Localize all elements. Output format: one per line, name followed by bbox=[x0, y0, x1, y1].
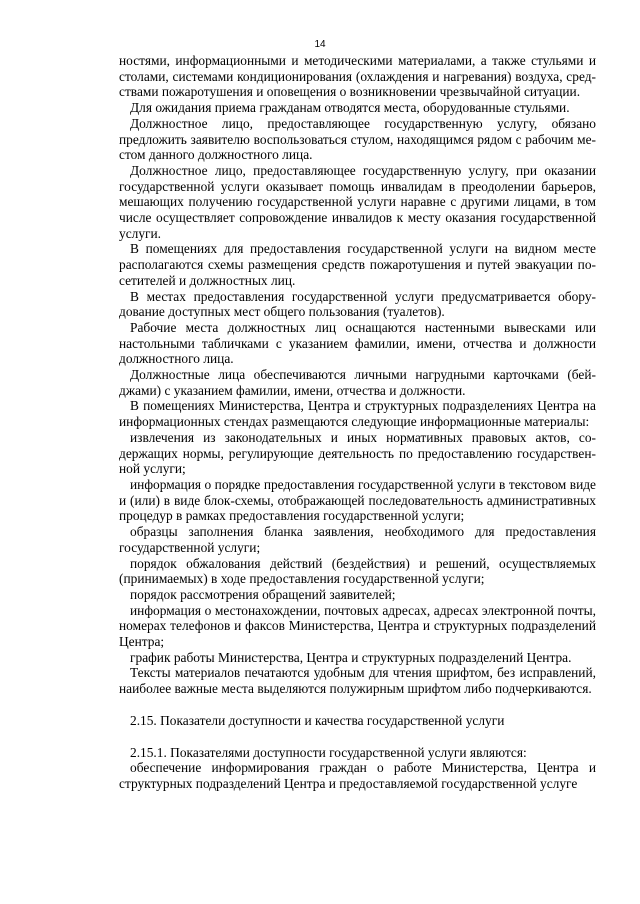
list-item: образцы заполнения бланка заявления, необходимого для предоставления государственной услуги; bbox=[119, 524, 596, 555]
page-number: 14 bbox=[314, 39, 326, 50]
paragraph: Для ожидания приема гражданам отводятся места, оборудованные стульями. bbox=[130, 100, 570, 116]
list-item: информация о местонахождении, почтовых адресах, адресах электронной почты, номерах телефонов и факсов Министерства, Центра и структурных подразделений Центра; bbox=[119, 602, 596, 650]
list-item: извлечения из законодательных и иных нормативных правовых актов, содержащих нормы, регулирующие деятельность по предоставлению государственной услуги; bbox=[119, 429, 596, 477]
paragraph: Должностное лицо, предоставляющее государственную услугу, обязано предложить заявителю воспользоваться стулом, находящимся рядом с рабочим местом данного должностного лица. bbox=[119, 115, 596, 163]
paragraph: ностями, информационными и методическими материалами, а также стульями и столами, системами кондиционирования (охлаждения и нагревания) воздуха, средствами пожаротушения и оповещения о возникновении чрезвычайной ситуации. bbox=[119, 53, 596, 100]
subsection-heading: 2.15.1. Показателями доступности государственной услуги являются: bbox=[130, 744, 527, 760]
list-item: порядок обжалования действий (бездействия) и решений, осуществляемых (принимаемых) в ходе предоставления государственной услуги; bbox=[119, 555, 596, 587]
paragraph: Рабочие места должностных лиц оснащаются настенными вывесками или настольными табличками с указанием фамилии, имени, отчества и должности должностного лица. bbox=[119, 319, 596, 367]
document-body bbox=[119, 53, 596, 792]
list-item: порядок рассмотрения обращений заявителей; bbox=[130, 586, 396, 602]
paragraph: В помещениях для предоставления государственной услуги на видном месте располагаются схемы размещения средств пожаротушения и путей эвакуации посетителей и должностных лиц. bbox=[119, 241, 596, 288]
section-heading: 2.15. Показатели доступности и качества государственной услуги bbox=[130, 712, 505, 728]
paragraph: Должностные лица обеспечиваются личными нагрудными карточками (бейджами) с указанием фамилии, имени, отчества и должности. bbox=[119, 367, 596, 398]
paragraph: Должностное лицо, предоставляющее государственную услугу, при оказании государственной услуги оказывает помощь инвалидам в преодолении барьеров, мешающих получению государственной услуги наравне с другими лицами, в том числе осуществляет сопровождение инвалидов к месту оказания государственной услуги. bbox=[119, 162, 596, 241]
paragraph: В помещениях Министерства, Центра и структурных подразделениях Центра на информационных стендах размещаются следующие информационные материалы: bbox=[119, 398, 596, 430]
list-item: информация о порядке предоставления государственной услуги в текстовом виде и (или) в виде блок-схемы, отображающей последовательность административных процедур в рамках предоставления государственной услуги; bbox=[119, 476, 596, 524]
paragraph: Тексты материалов печатаются удобным для чтения шрифтом, без исправлений, наиболее важные места выделяются полужирным шрифтом либо подчеркиваются. bbox=[119, 665, 596, 697]
paragraph: обеспечение информирования граждан о работе Министерства, Центра и структурных подразделений Центра и предоставляемой государственной услуге bbox=[119, 760, 596, 791]
list-item: график работы Министерства, Центра и структурных подразделений Центра. bbox=[130, 649, 572, 665]
paragraph: В местах предоставления государственной услуги предусматривается оборудование доступных мест общего пользования (туалетов). bbox=[119, 288, 596, 320]
